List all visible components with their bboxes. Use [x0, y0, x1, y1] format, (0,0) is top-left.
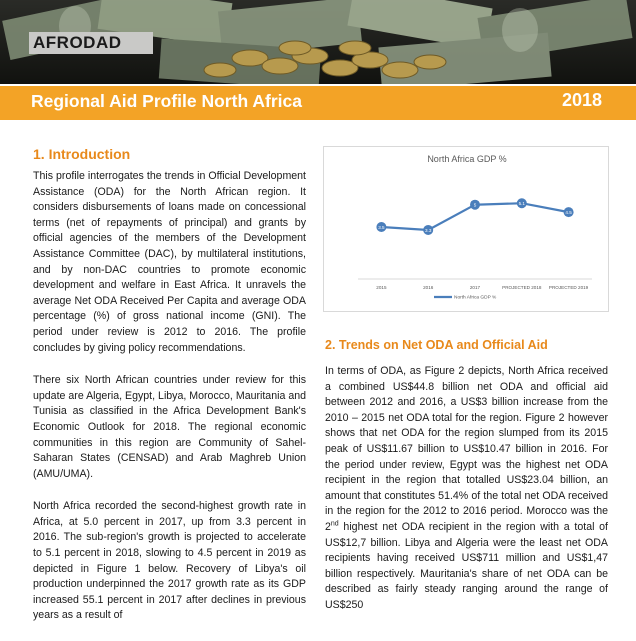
figure-gdp-chart: [323, 146, 609, 312]
data-label: 4.5: [565, 209, 572, 215]
paragraph: This profile interrogates the trends in Official Development Assistance (ODA) for the North African region. It considers disbursements of loans made on concessional terms (net of repayments of principal) and grants by official agencies of the members of the Development Assistance Committee (DAC), by multilateral institutions, and by non-DAC countries to promote economic development and welfare in East Africa. It unravels the average Net ODA Received Per Capita and average ODA percentage (%) of gross national income (GNI). The period under review is 2012 to 2016. The profile concludes by giving policy recommendations.: [33, 170, 306, 354]
afrodad-logo: AFRODAD: [29, 32, 153, 54]
paragraph-text: highest net ODA recipient in the region with a total of US$12,7 billion. Libya and Algeria were the least net ODA recipients having received US$711 million and US$1,47 billion respectively. Mauritania's share of net ODA can be described as fairly steady ranging around the range of US$250: [325, 520, 608, 611]
paragraph: There six North African countries under review for this update are Algeria, Egypt, Libya, Morocco, Mauritania and Tunisia as classified in the Africa Development Bank's Economic Outlook for 2018. The regional economic communities in this region are Community of Sahel-Saharan States (CENSAD) and Arab Maghreb Union (AMU/UMA).: [33, 374, 306, 480]
data-label: 3.5: [378, 224, 385, 230]
section-heading-trends: 2. Trends on Net ODA and Official Aid: [325, 338, 548, 352]
x-tick-label: 2017: [469, 285, 481, 290]
section-heading-introduction: 1. Introduction: [33, 146, 131, 162]
data-label: 5.1: [518, 201, 525, 207]
data-label: 3.3: [425, 227, 432, 233]
x-tick-label: PROJECTED 2018: [502, 285, 542, 290]
line-chart: [324, 147, 610, 313]
document-title: Regional Aid Profile North Africa: [31, 91, 302, 111]
paragraph: North Africa recorded the second-highest growth rate in Africa, at 5.0 percent in 2017, up from 3.3 percent in 2016. The sub-region's growth is projected to accelerate to 5.1 percent in 2018, slowing to 4.5 percent in 2019 as depicted in Figure 1 below. Recovery of Libya's oil production underpinned the 2017 growth rate as its GDP increased 55.1 percent in 2017 after declines in previous years as a result of: [33, 500, 306, 622]
title-bar: [0, 84, 636, 120]
legend-label: North Africa GDP %: [454, 295, 497, 301]
x-tick-label: 2015: [376, 285, 387, 290]
header-banner-image: [0, 0, 636, 84]
document-year: 2018: [561, 90, 602, 110]
paragraph: [325, 364, 608, 614]
left-column: [33, 146, 306, 641]
x-tick-label: PROJECTED 2019: [548, 285, 589, 290]
paragraph-text: In terms of ODA, as Figure 2 depicts, North Africa received a combined US$44.8 billion net ODA and official aid between 2012 and 2016, a US$3 billion increase from the 2010 – 2015 net ODA total for the region. Figure 2 however shows that net ODA for the region slumped from its 2015 peak of US$11.67 billion to US$10.47 billion in 2016. For the period under review, Egypt was the highest net ODA recipient in the region that totalled US$23.04 billion, an amount that constitutes 51.4% of the total net ODA received in the region for the 2012 to 2016 period. Morocco was the 2: [325, 365, 608, 533]
x-tick-label: 2016: [423, 285, 434, 290]
right-column: [325, 338, 608, 631]
data-label: 5: [473, 202, 477, 208]
chart-title: North Africa GDP %: [427, 154, 507, 164]
superscript: nd: [330, 520, 339, 528]
